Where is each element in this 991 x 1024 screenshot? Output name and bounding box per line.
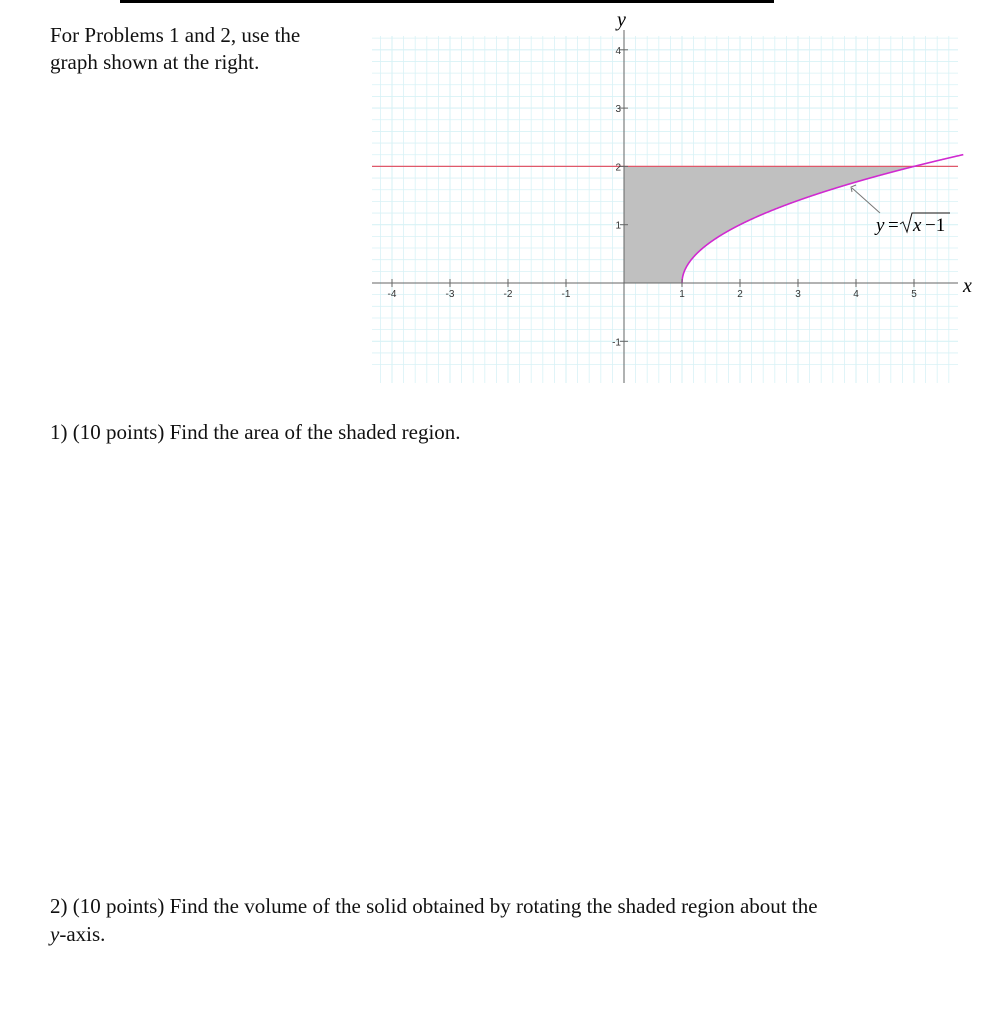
- y-tick-label: 1: [615, 220, 621, 232]
- x-axis-label: x: [963, 275, 972, 297]
- intro-line-2: graph shown at the right.: [50, 50, 260, 74]
- y-tick-label: -1: [612, 337, 621, 349]
- x-tick-label: 4: [853, 289, 859, 300]
- y-axis-label: y: [617, 9, 626, 31]
- curve-label-y: y: [876, 215, 885, 236]
- y-tick-label: 3: [615, 104, 621, 116]
- y-tick-labels: [612, 46, 621, 349]
- y-tick-label: 4: [615, 45, 621, 57]
- problem-2-line-2: [50, 920, 930, 948]
- problem-2-variable: y: [50, 922, 60, 946]
- x-tick-label: 5: [911, 289, 917, 300]
- x-tick-label: -4: [387, 289, 397, 300]
- curve-label-minus-one: −1: [925, 215, 946, 236]
- intro-line-1: For Problems 1 and 2, use the: [50, 23, 301, 47]
- problem-2-rest: -axis.: [59, 922, 106, 946]
- curve-label-equals: =: [888, 215, 899, 236]
- x-tick-label: 2: [737, 289, 743, 300]
- x-tick-label: 1: [679, 289, 685, 300]
- graph: [0, 0, 991, 400]
- problem-2-line-1: 2) (10 points) Find the volume of the solid obtained by rotating the shaded region about the: [50, 894, 818, 918]
- curve-label-x: x: [913, 215, 922, 236]
- x-tick-label: -3: [445, 289, 455, 300]
- problem-1: 1) (10 points) Find the area of the shaded region.: [50, 420, 461, 444]
- x-tick-label: -2: [503, 289, 513, 300]
- x-tick-label: -1: [561, 289, 571, 300]
- y-tick-label: 2: [615, 162, 621, 174]
- x-tick-label: 3: [795, 289, 801, 300]
- problem-2: [50, 892, 930, 948]
